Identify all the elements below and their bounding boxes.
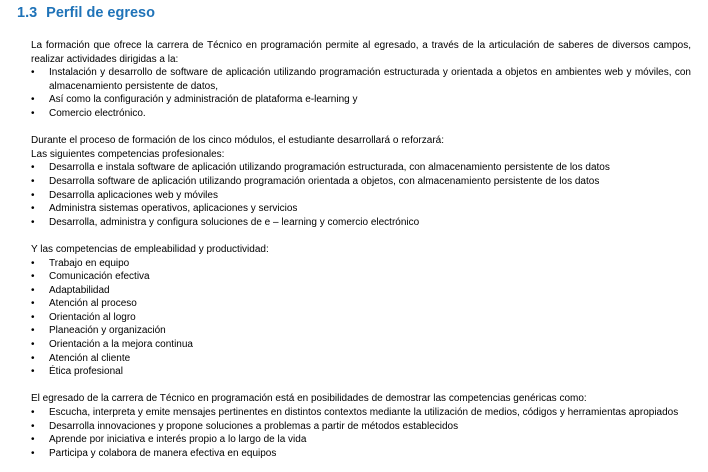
bullet-icon: • [31,107,35,119]
section-body [31,39,691,460]
list-item: • Ética profesional [31,366,123,378]
list-item: • Desarrolla innovaciones y propone soluciones a problemas a partir de métodos establecidos [31,420,459,432]
bullet-icon: • [31,366,35,378]
list-item: • Desarrolla e instala software de aplicación utilizando programación estructurada, con almacenamiento persistente de los datos [31,162,610,174]
list-item: • Comunicación efectiva [31,271,150,283]
bullet-icon: • [31,189,35,201]
list-item: • Trabajo en equipo [31,257,130,269]
bullet-icon: • [31,67,35,79]
intro-list [31,66,691,120]
employability-list [31,257,691,379]
bullet-icon: • [31,311,35,323]
list-item: • Así como la configuración y administración de plataforma e-learning y [31,94,358,106]
professional-intro-line: Durante el proceso de formación de los cinco módulos, el estudiante desarrollará o reforzará: [31,135,444,147]
list-item: • Desarrolla software de aplicación utilizando programación orientada a objetos, con almacenamiento persistente de los datos [31,175,600,187]
generic-intro: El egresado de la carrera de Técnico en programación está en posibilidades de demostrar las competencias genéricas como: [31,393,587,405]
list-item: • Desarrolla, administra y configura soluciones de e – learning y comercio electrónico [31,216,420,228]
list-item: • Desarrolla aplicaciones web y móviles [31,189,218,201]
intro-paragraph: La formación que ofrece la carrera de Técnico en programación permite al egresado, a través de la articulación de saberes de diversos campos, realizar actividades dirigidas a la: [31,40,691,65]
bullet-icon: • [31,339,35,351]
list-item: • Atención al proceso [31,298,137,310]
list-item: • Comercio electrónico. [31,107,146,119]
list-item: • Instalación y desarrollo de software de aplicación utilizando programación estructurada y orientada a objetos en ambientes web y móviles, con almacenamiento persistente de datos, [31,67,691,92]
section-number: 1.3 [17,5,38,21]
bullet-icon: • [31,284,35,296]
list-item: • Escucha, interpreta y emite mensajes pertinentes en distintos contextos mediante la utilización de medios, códigos y herramientas apropiados [31,407,679,419]
bullet-icon: • [31,447,35,459]
employability-intro: Y las competencias de empleabilidad y productividad: [31,243,269,255]
professional-competencies-list [31,161,691,229]
bullet-icon: • [31,203,35,215]
bullet-icon: • [31,94,35,106]
section-heading [17,3,155,23]
list-item: • Adaptabilidad [31,284,110,296]
bullet-icon: • [31,352,35,364]
bullet-icon: • [31,298,35,310]
generic-competencies-list [31,406,691,460]
bullet-icon: • [31,407,35,419]
list-item: • Atención al cliente [31,352,131,364]
professional-intro-line: Las siguientes competencias profesionales: [31,148,225,160]
section-title: Perfil de egreso [46,5,155,21]
list-item: • Participa y colabora de manera efectiva en equipos [31,447,277,459]
bullet-icon: • [31,271,35,283]
bullet-icon: • [31,162,35,174]
bullet-icon: • [31,420,35,432]
list-item: • Administra sistemas operativos, aplicaciones y servicios [31,203,298,215]
bullet-icon: • [31,175,35,187]
bullet-icon: • [31,216,35,228]
list-item: • Orientación a la mejora continua [31,339,193,351]
bullet-icon: • [31,257,35,269]
bullet-icon: • [31,434,35,446]
list-item: • Orientación al logro [31,311,136,323]
list-item: • Aprende por iniciativa e interés propio a lo largo de la vida [31,434,307,446]
bullet-icon: • [31,325,35,337]
list-item: • Planeación y organización [31,325,166,337]
